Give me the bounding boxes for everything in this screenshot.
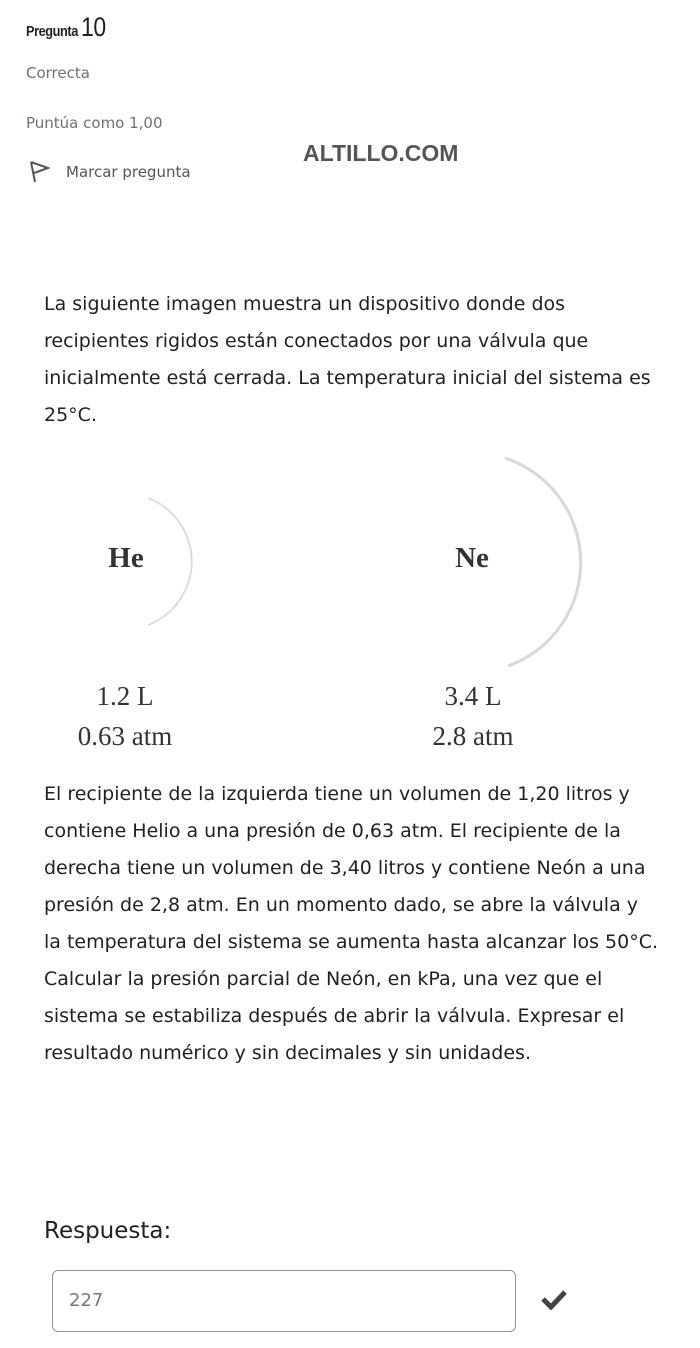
ne-container-arc [505, 458, 581, 666]
check-icon [540, 1288, 568, 1310]
answer-input[interactable]: 227 [52, 1270, 516, 1332]
he-pressure: 0.63 atm [77, 721, 173, 751]
question-body [44, 776, 659, 1072]
question-intro [44, 286, 664, 434]
question-label: Pregunta [26, 23, 78, 40]
flag-question-button[interactable] [28, 160, 191, 184]
ne-volume: 3.4 L [444, 681, 502, 711]
flag-icon [28, 160, 50, 184]
answer-label: Respuesta: [44, 1218, 172, 1244]
ne-pressure: 2.8 atm [432, 721, 514, 751]
he-values [50, 676, 200, 756]
flag-question-label: Marcar pregunta [66, 163, 191, 181]
he-volume: 1.2 L [96, 681, 154, 711]
question-score: Puntúa como 1,00 [26, 114, 163, 132]
ne-values [398, 676, 548, 756]
intro-text: La siguiente imagen muestra un dispositivo donde dos recipientes rigidos están conectados por una válvula que inicialmente está cerrada. La temperatura inicial del sistema es 25°C. [44, 293, 651, 426]
question-number-value: 10 [80, 12, 106, 42]
watermark: ALTILLO.COM [303, 140, 459, 166]
ne-label: Ne [455, 542, 489, 574]
question-number [26, 12, 106, 43]
he-label: He [108, 542, 144, 574]
body-text: El recipiente de la izquierda tiene un volumen de 1,20 litros y contiene Helio a una presión de 0,63 atm. El recipiente de la derecha tiene un volumen de 3,40 litros y contiene Neón a una presión de 2,8 atm. En un momento dado, se abre la válvula y la temperatura del sistema se aumenta hasta alcanzar los 50°C. Calcular la presión parcial de Neón, en kPa, una vez que el sistema se estabiliza después de abrir la válvula. Expresar el resultado numérico y sin decimales y sin unidades. [44, 783, 659, 1064]
question-status: Correcta [26, 64, 90, 82]
